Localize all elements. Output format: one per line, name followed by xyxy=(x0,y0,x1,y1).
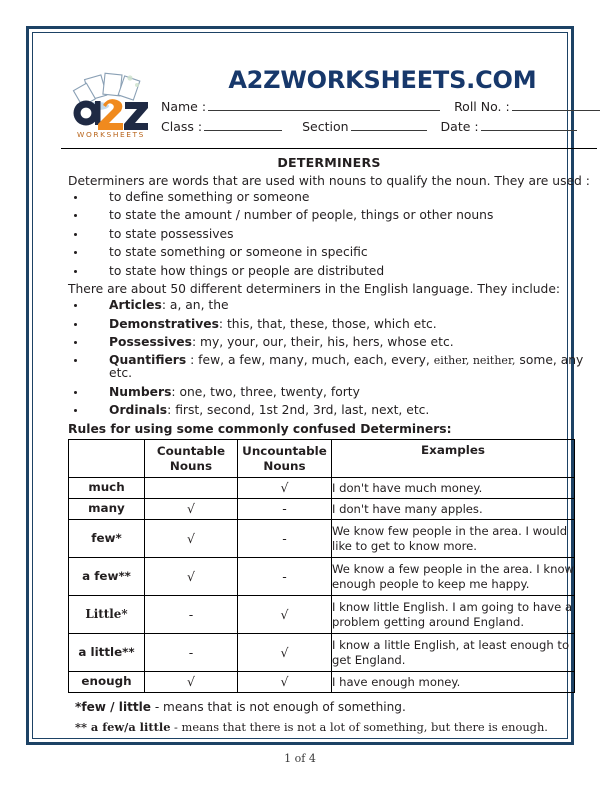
type-sep: : xyxy=(191,335,201,350)
uncountable-line-2: Nouns xyxy=(263,458,306,473)
worksheet-header xyxy=(61,61,597,149)
section-label: Section xyxy=(302,119,349,134)
date-label: Date : xyxy=(440,119,479,134)
use-text: to state possessives xyxy=(109,226,234,241)
table-body xyxy=(69,478,575,693)
list-item xyxy=(68,354,590,380)
page-content xyxy=(61,61,597,768)
header-right xyxy=(157,65,600,146)
table-row xyxy=(69,478,575,499)
footnote-2-term: ** a few/a little xyxy=(75,720,171,735)
type-sep: : xyxy=(167,403,176,418)
row-term: a few** xyxy=(69,558,145,596)
footnote-2-text: - means that there is not a lot of something, but there is enough. xyxy=(170,720,548,735)
site-title: A2ZWORKSHEETS.COM xyxy=(228,66,537,94)
page-title: DETERMINERS xyxy=(277,155,381,170)
table-row xyxy=(69,596,575,634)
page-footer xyxy=(0,752,600,765)
row-uncountable: - xyxy=(238,520,332,558)
svg-text:WORKSHEETS: WORKSHEETS xyxy=(77,129,145,139)
row-uncountable: √ xyxy=(238,634,332,672)
row-example: We know a few people in the area. I know enough people to keep me happy. xyxy=(332,558,575,596)
table-header xyxy=(69,440,575,478)
type-sep: : xyxy=(186,353,199,368)
row-uncountable: - xyxy=(238,499,332,520)
list-item xyxy=(68,191,590,204)
type-name: Articles xyxy=(109,298,162,313)
row-countable: √ xyxy=(145,499,238,520)
list-item xyxy=(68,265,590,278)
type-items-serif: either, neither, xyxy=(433,354,516,368)
determiners-table xyxy=(68,439,575,693)
page-indicator: 1 of 4 xyxy=(284,752,316,765)
list-item xyxy=(68,386,590,399)
row-uncountable: √ xyxy=(238,672,332,693)
countable-line-2: Nouns xyxy=(169,458,213,473)
type-items: this, that, these, those, which etc. xyxy=(226,316,437,331)
use-text: to define something or someone xyxy=(109,189,310,204)
list-item xyxy=(68,404,590,417)
type-name: Demonstratives xyxy=(109,316,219,331)
use-text: to state the amount / number of people, things or other nouns xyxy=(109,208,494,223)
row-example: I know little English. I am going to have a problem getting around England. xyxy=(332,596,575,634)
type-items-tail: some, any etc. xyxy=(109,353,584,381)
uncountable-line-1: Uncountable xyxy=(242,444,327,459)
rules-heading xyxy=(68,423,590,435)
name-input[interactable] xyxy=(208,100,440,111)
type-sep: : xyxy=(171,384,180,399)
type-name: Quantifiers xyxy=(109,353,187,368)
class-section-date-row xyxy=(161,119,600,139)
footnote-1-text: - means that is not enough of something. xyxy=(151,700,406,715)
uses-list xyxy=(68,191,590,278)
column-header-examples: Examples xyxy=(332,440,575,478)
row-example: I don't have many apples. xyxy=(332,499,575,520)
section-input[interactable] xyxy=(351,120,427,131)
a2z-logo-graphic xyxy=(67,72,155,140)
table-row xyxy=(69,634,575,672)
column-header-uncountable xyxy=(238,440,332,478)
worksheet-body xyxy=(61,149,597,734)
row-term: Little* xyxy=(69,596,145,634)
date-input[interactable] xyxy=(481,120,577,131)
rules-heading-colon: : xyxy=(446,422,452,437)
footnote-double-star xyxy=(75,722,583,733)
row-countable: √ xyxy=(145,558,238,596)
table-row xyxy=(69,672,575,693)
list-item xyxy=(68,228,590,241)
use-text: to state something or someone in specific xyxy=(109,245,368,260)
row-term: a little** xyxy=(69,634,145,672)
page-frame xyxy=(26,26,590,745)
type-name: Possessives xyxy=(109,335,192,350)
row-uncountable: - xyxy=(238,558,332,596)
row-term: many xyxy=(69,499,145,520)
type-items: first, second, 1st 2nd, 3rd, last, next, etc. xyxy=(175,403,430,418)
row-countable: √ xyxy=(145,672,238,693)
row-term: much xyxy=(69,478,145,499)
footnote-1-term: *few / little xyxy=(75,700,151,715)
second-intro-paragraph: There are about 50 different determiners in the English language. They include: xyxy=(68,281,561,296)
row-example: I don't have much money. xyxy=(332,478,575,499)
name-roll-row xyxy=(161,99,600,119)
row-uncountable: √ xyxy=(238,596,332,634)
list-item xyxy=(68,299,590,312)
row-countable: - xyxy=(145,634,238,672)
column-header-countable xyxy=(145,440,238,478)
list-item xyxy=(68,318,590,331)
footnote-single-star xyxy=(75,701,583,713)
type-name: Ordinals xyxy=(109,403,168,418)
a2z-logo xyxy=(65,65,157,146)
use-text: to state how things or people are distributed xyxy=(109,263,385,278)
name-label: Name : xyxy=(161,99,207,114)
rules-heading-text: Rules for using some commonly confused Determiners xyxy=(68,422,447,437)
class-label: Class : xyxy=(161,119,203,134)
type-items: few, a few, many, much, each, every, xyxy=(198,353,434,368)
row-term: few* xyxy=(69,520,145,558)
table-row xyxy=(69,558,575,596)
column-header-term xyxy=(69,440,145,478)
row-example: We know few people in the area. I would like to get to know more. xyxy=(332,520,575,558)
type-items: my, your, our, their, his, hers, whose etc. xyxy=(200,335,454,350)
list-item xyxy=(68,209,590,222)
list-item xyxy=(68,246,590,259)
roll-no-input[interactable] xyxy=(512,100,600,111)
row-uncountable: √ xyxy=(238,478,332,499)
class-input[interactable] xyxy=(204,120,282,131)
type-sep: : xyxy=(218,316,227,331)
row-countable: √ xyxy=(145,520,238,558)
determiner-types-list xyxy=(68,299,590,417)
row-example: I have enough money. xyxy=(332,672,575,693)
roll-no-label: Roll No. : xyxy=(454,99,510,114)
row-countable: - xyxy=(145,596,238,634)
type-sep: : xyxy=(161,298,170,313)
list-item xyxy=(68,336,590,349)
type-name: Numbers xyxy=(109,384,172,399)
table-row xyxy=(69,499,575,520)
intro-paragraph: Determiners are words that are used with nouns to qualify the noun. They are used : xyxy=(68,173,590,188)
footnotes xyxy=(68,693,590,734)
row-term: enough xyxy=(69,672,145,693)
type-items: a, an, the xyxy=(169,298,229,313)
row-countable xyxy=(145,478,238,499)
row-example: I know a little English, at least enough to get England. xyxy=(332,634,575,672)
type-items: one, two, three, twenty, forty xyxy=(179,384,360,399)
table-row xyxy=(69,520,575,558)
countable-line-1: Countable xyxy=(156,444,226,459)
